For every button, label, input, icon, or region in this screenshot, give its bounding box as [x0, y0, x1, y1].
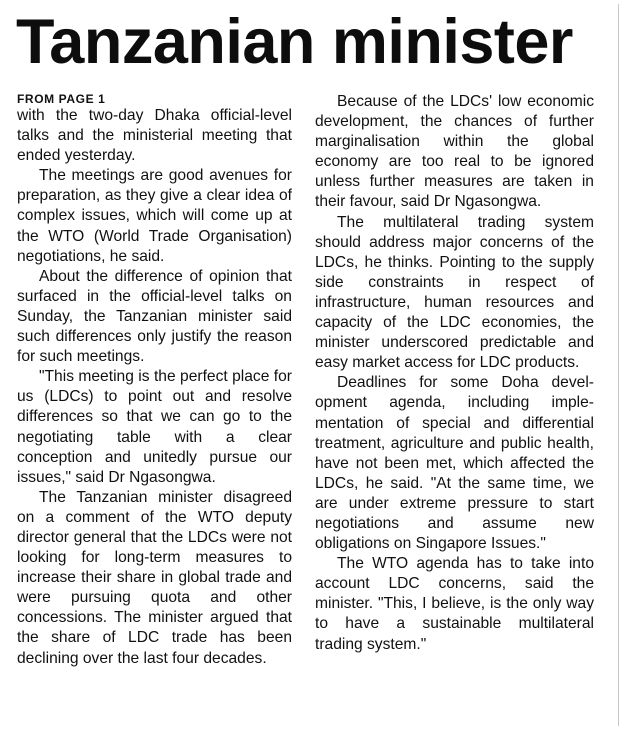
paragraph: Deadlines for some Doha development agenda, including implementation of special and differential treatment, agriculture and public health, have not been met, which affected the LDCs, he said. "At the same time, we are under extreme pressure to start negotiations and assume new obligations on Singapore Issues." [315, 374, 594, 553]
paragraph: "This meeting is the perfect place for us (LDCs) to point out and resolve differences so that we can go to the negotiating table with a clear conception and unitedly pursue our issues," said Dr Ngasongwa. [17, 368, 292, 486]
headline: Tanzanian minister [16, 7, 573, 77]
paragraph: The multilateral trading system should address major concerns of the LDCs, he thinks. Pointing to the supply side constraints in respect of infrastructure, human resources and capacity of the LDC economies, the minister underscored predictable and easy market access for LDC products. [315, 213, 594, 372]
right-column [315, 92, 594, 655]
paragraph: with the two-day Dhaka official-level talks and the ministerial meeting that ended yesterday. [17, 107, 292, 165]
paragraph: The meetings are good avenues for preparation, as they give a clear idea of complex issues, which will come up at the WTO (World Trade Organisation) negotiations, he said. [17, 167, 292, 265]
kicker-label: FROM PAGE 1 [17, 92, 106, 106]
left-column [17, 92, 292, 669]
paragraph: The WTO agenda has to take into account LDC concerns, said the minister. "This, I believe, is the only way to have a sustainable multilateral trading system." [315, 555, 594, 653]
paragraph: About the difference of opinion that surfaced in the official-level talks on Sunday, the Tanzanian minister said such differences only justify the reason for such meetings. [17, 267, 292, 366]
paragraph: Because of the LDCs' low economic development, the chances of further marginalisation within the global economy are too real to be ignored unless further measures are taken in their favour, said Dr Ngasongwa. [315, 93, 594, 211]
paragraph: The Tanzanian minister disagreed on a comment of the WTO deputy director general that the LDCs were not looking for long-term measures to increase their share in global trade and were pursuing quota and other concessions. The minister argued that the share of LDC trade has been declining over the last four decades. [17, 488, 292, 667]
